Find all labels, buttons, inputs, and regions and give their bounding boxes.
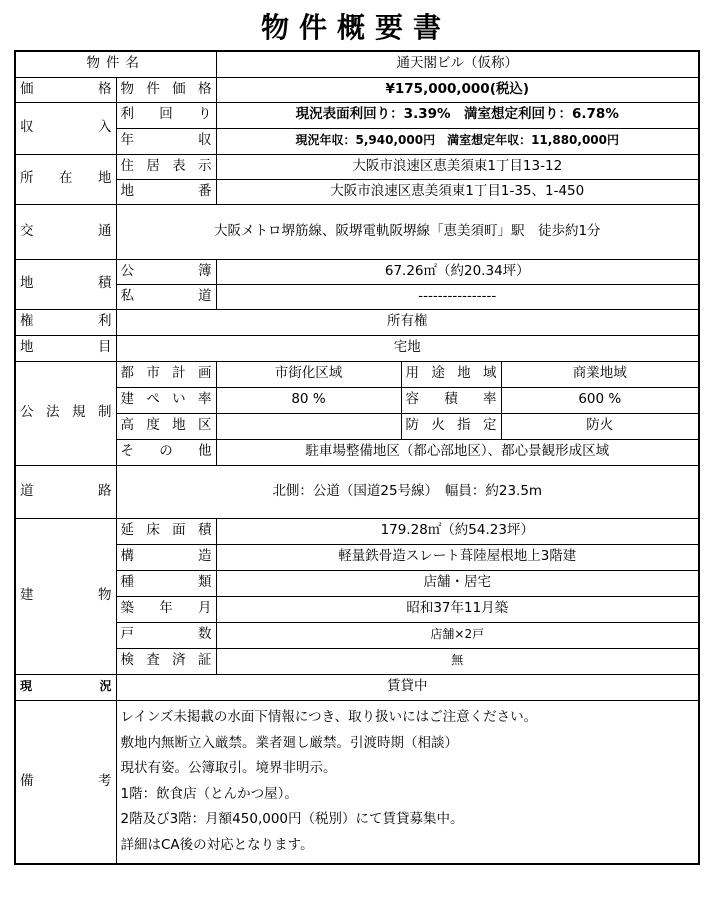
status-category: 現況 [15,674,116,700]
height-district-label: 高度地区 [116,413,216,439]
annual-income-value: 現況年収：5,940,000円 満室想定年収：11,880,000円 [216,128,699,154]
row-property-name [15,51,699,77]
structure-label: 構造 [116,544,216,570]
property-name-label: 物件名 [15,51,216,77]
row-other-regulations [15,439,699,465]
row-building-type [15,570,699,596]
use-zone-value: 商業地域 [501,361,699,387]
row-city-planning [15,361,699,387]
land-category-category: 地目 [15,335,116,361]
remark-line: レインズ未掲載の水面下情報につき、取り扱いにはご注意ください。 [120,708,538,725]
road-category: 道路 [15,465,116,518]
remark-line: 現状有姿。公簿取引。境界非明示。 [120,760,337,777]
remark-line: 2階及び3階：月額450,000円（税別）にて賃貸募集中。 [120,811,464,828]
height-district-value [216,413,401,439]
row-lot-number [15,179,699,204]
land-area-category: 地積 [15,259,116,309]
lot-label: 地番 [116,179,216,204]
built-date-value: 昭和37年11月築 [216,596,699,622]
land-category-value: 宅地 [116,335,699,361]
address-value: 大阪市浪速区恵美須東1丁目13-12 [216,154,699,179]
coverage-label: 建ぺい率 [116,387,216,413]
row-remarks [15,700,699,864]
inspection-value: 無 [216,648,699,674]
row-floor-area [15,518,699,544]
building-type-label: 種類 [116,570,216,596]
row-rights [15,309,699,335]
registry-value: 67.26㎡（約20.34坪） [216,259,699,284]
rights-value: 所有権 [116,309,699,335]
city-planning-label: 都市計画 [116,361,216,387]
city-planning-value: 市街化区域 [216,361,401,387]
row-status [15,674,699,700]
lot-value: 大阪市浪速区恵美須東1丁目1-35、1-450 [216,179,699,204]
row-built-date [15,596,699,622]
annual-income-label: 年収 [116,128,216,154]
row-land-category [15,335,699,361]
fire-designation-value: 防火 [501,413,699,439]
registry-label: 公簿 [116,259,216,284]
row-road [15,465,699,518]
row-inspection [15,648,699,674]
row-income-yield [15,102,699,128]
price-value: ¥175,000,000(税込) [216,77,699,102]
row-income-annual [15,128,699,154]
floor-area-value: 179.28㎡（約54.23坪） [216,518,699,544]
use-zone-label: 用途地域 [401,361,501,387]
remark-line: 敷地内無断立入厳禁。業者廻し厳禁。引渡時期（相談） [120,734,458,751]
fire-designation-label: 防火指定 [401,413,501,439]
row-structure [15,544,699,570]
row-address [15,154,699,179]
row-price [15,77,699,102]
row-private-road [15,284,699,309]
far-label: 容積率 [401,387,501,413]
remark-line: 詳細はCA後の対応となります。 [120,836,314,853]
other-regulations-label: その他 [116,439,216,465]
income-category: 収入 [15,102,116,154]
units-value: 店舗×2戸 [216,622,699,648]
location-category: 所在地 [15,154,116,204]
rights-category: 権利 [15,309,116,335]
property-summary-table [14,50,700,865]
private-road-value: ---------------- [216,284,699,309]
price-label: 物件価格 [116,77,216,102]
private-road-label: 私道 [116,284,216,309]
remark-line: 1階：飲食店（とんかつ屋）。 [120,785,298,802]
page-title: 物件概要書 [260,11,451,44]
regulations-category: 公法規制 [15,361,116,465]
row-land-registry [15,259,699,284]
address-label: 住居表示 [116,154,216,179]
structure-value: 軽量鉄骨造スレート葺陸屋根地上3階建 [216,544,699,570]
row-coverage [15,387,699,413]
price-category: 価格 [15,77,116,102]
property-name-value: 通天閣ビル（仮称） [216,51,699,77]
row-transport [15,204,699,259]
coverage-value: 80 % [216,387,401,413]
remarks-content [116,700,699,864]
building-category: 建物 [15,518,116,674]
transport-value: 大阪メトロ堺筋線、阪堺電軌阪堺線「恵美須町」駅 徒歩約1分 [116,204,699,259]
road-value: 北側：公道（国道25号線） 幅員：約23.5m [116,465,699,518]
other-regulations-value: 駐車場整備地区（都心部地区）、都心景観形成区域 [216,439,699,465]
units-label: 戸数 [116,622,216,648]
remarks-category: 備考 [15,700,116,864]
far-value: 600 % [501,387,699,413]
row-height-fire [15,413,699,439]
row-units [15,622,699,648]
status-value: 賃貸中 [116,674,699,700]
building-type-value: 店舗・居宅 [216,570,699,596]
transport-category: 交通 [15,204,116,259]
built-date-label: 築年月 [116,596,216,622]
yield-label: 利回り [116,102,216,128]
inspection-label: 検査済証 [116,648,216,674]
floor-area-label: 延床面積 [116,518,216,544]
yield-value: 現況表面利回り：3.39% 満室想定利回り：6.78% [216,102,699,128]
